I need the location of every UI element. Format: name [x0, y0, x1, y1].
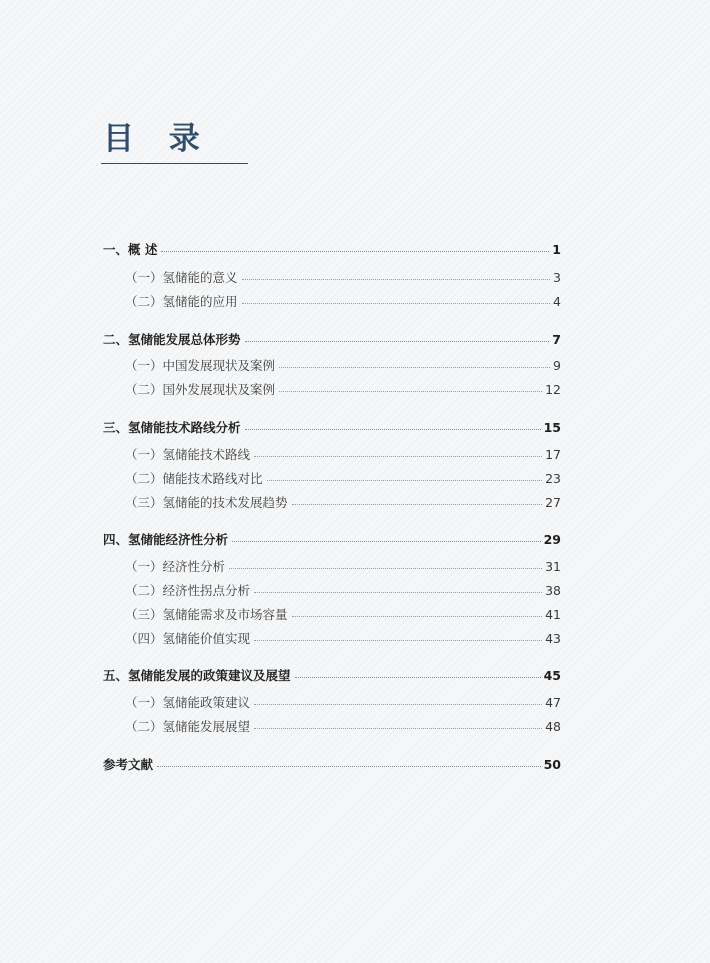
toc-page-number: 15: [543, 420, 561, 435]
toc-entry-label: （一）氢储能政策建议: [125, 695, 251, 710]
toc-subsection-row[interactable]: [125, 579, 561, 603]
toc-dot-leader: [292, 616, 543, 617]
toc-page-number: 45: [543, 668, 561, 683]
toc-page-number: 9: [553, 358, 561, 373]
toc-entry-label: 三、氢储能技术路线分析: [103, 420, 241, 435]
toc-subsection-row[interactable]: [125, 443, 561, 467]
toc-entry-label: 参考文献: [103, 757, 154, 772]
toc-entry-label: （一）氢储能技术路线: [125, 447, 251, 462]
toc-subsection-row[interactable]: [125, 378, 561, 402]
toc-entry-label: （四）氢储能价值实现: [125, 631, 251, 646]
toc-entry-label: （三）氢储能的技术发展趋势: [125, 495, 288, 510]
toc-page-number: 4: [553, 294, 561, 309]
toc-dot-leader: [245, 341, 550, 342]
toc-subsection-row[interactable]: [125, 715, 561, 739]
toc-subsection-row[interactable]: [125, 627, 561, 651]
toc-page-number: 7: [552, 332, 561, 347]
toc-dot-leader: [232, 541, 541, 542]
toc-entry-label: （二）国外发展现状及案例: [125, 382, 276, 397]
toc-entry-label: （一）经济性分析: [125, 559, 226, 574]
toc-page-number: 29: [543, 532, 561, 547]
toc-entry-label: （一）氢储能的意义: [125, 270, 238, 285]
toc-dot-leader: [254, 456, 542, 457]
toc-dot-leader: [254, 704, 542, 705]
toc-page-number: 43: [545, 631, 561, 646]
toc-section-row[interactable]: [103, 238, 561, 262]
toc-entry-label: （二）氢储能发展展望: [125, 719, 251, 734]
toc-entry-label: 二、氢储能发展总体形势: [103, 332, 241, 347]
toc-entry-label: 四、氢储能经济性分析: [103, 532, 229, 547]
toc-page-number: 38: [545, 583, 561, 598]
toc-subsection-row[interactable]: [125, 491, 561, 515]
toc-page-number: 48: [545, 719, 561, 734]
toc-entry-label: （一）中国发展现状及案例: [125, 358, 276, 373]
toc-section-row[interactable]: [103, 528, 561, 552]
toc-subsection-row[interactable]: [125, 691, 561, 715]
toc-entry-label: 五、氢储能发展的政策建议及展望: [103, 668, 291, 683]
toc-subsection-row[interactable]: [125, 467, 561, 491]
toc-page-number: 1: [552, 242, 561, 257]
toc-dot-leader: [254, 728, 542, 729]
toc-page-number: 31: [545, 559, 561, 574]
toc-page-number: 50: [543, 757, 561, 772]
toc-entry-label: 一、概 述: [103, 242, 158, 257]
toc-page-number: 3: [553, 270, 561, 285]
toc-subsection-row[interactable]: [125, 290, 561, 314]
toc-entry-label: （二）氢储能的应用: [125, 294, 238, 309]
toc-page-number: 12: [545, 382, 561, 397]
toc-subsection-row[interactable]: [125, 266, 561, 290]
toc-entry-label: （三）氢储能需求及市场容量: [125, 607, 288, 622]
toc-dot-leader: [254, 640, 542, 641]
toc-dot-leader: [161, 251, 549, 252]
toc-section-row[interactable]: [103, 664, 561, 688]
toc-section-row[interactable]: [103, 328, 561, 352]
toc-dot-leader: [245, 429, 541, 430]
title-underline: [101, 163, 248, 164]
toc-section-row[interactable]: [103, 416, 561, 440]
toc-page-number: 27: [545, 495, 561, 510]
toc-subsection-row[interactable]: [125, 354, 561, 378]
toc-dot-leader: [157, 766, 541, 767]
toc-subsection-row[interactable]: [125, 555, 561, 579]
toc-page-number: 17: [545, 447, 561, 462]
toc-dot-leader: [254, 592, 542, 593]
toc-page-number: 23: [545, 471, 561, 486]
toc-dot-leader: [242, 303, 551, 304]
toc-page-number: 41: [545, 607, 561, 622]
toc-subsection-row[interactable]: [125, 603, 561, 627]
toc-dot-leader: [295, 677, 541, 678]
toc-dot-leader: [292, 504, 543, 505]
toc-section-row[interactable]: [103, 753, 561, 777]
toc-page-number: 47: [545, 695, 561, 710]
toc-dot-leader: [229, 568, 542, 569]
toc-dot-leader: [279, 391, 542, 392]
toc-entry-label: （二）经济性拐点分析: [125, 583, 251, 598]
page-title: 目 录: [103, 121, 212, 157]
toc-dot-leader: [267, 480, 543, 481]
toc-dot-leader: [242, 279, 551, 280]
toc-entry-label: （二）储能技术路线对比: [125, 471, 263, 486]
toc-dot-leader: [279, 367, 550, 368]
